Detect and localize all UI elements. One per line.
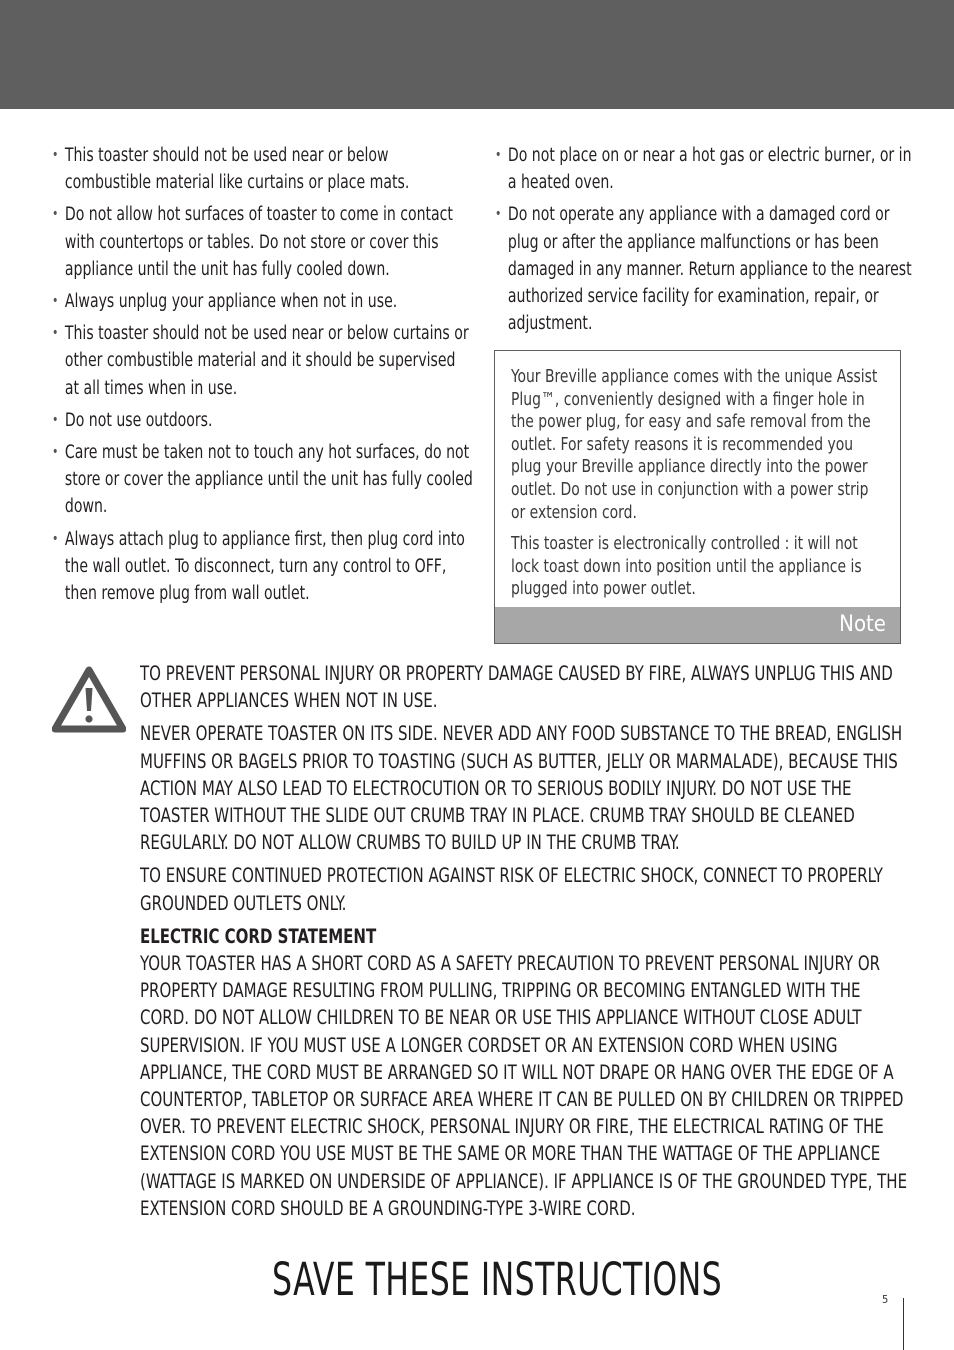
bullet-icon: •: [52, 444, 59, 461]
bullet-text: Do not allow hot surfaces of toaster to come in contact with countertops or tables. Do not store or cover this appliance until the unit has fully cooled down.: [64, 204, 453, 280]
bullet-icon: •: [495, 206, 502, 223]
warning-paragraph: TO ENSURE CONTINUED PROTECTION AGAINST RISK OF ELECTRIC SHOCK, CONNECT TO PROPERLY GROUNDED OUTLETS ONLY.: [140, 864, 883, 915]
right-bullet-list: [495, 142, 912, 337]
warning-triangle-icon: [52, 666, 126, 734]
bullet-icon: •: [52, 530, 59, 547]
bullet-text: Do not operate any appliance with a damaged cord or plug or after the appliance malfunctions or has been damaged in any manner. Return appliance to the nearest authorized service facility for examination, repair, or adjustment.: [507, 204, 912, 335]
bullet-text: Do not place on or near a hot gas or electric burner, or in a heated oven.: [507, 145, 912, 194]
save-instructions-heading: SAVE THESE INSTRUCTIONS: [272, 1253, 723, 1306]
note-label: Note: [495, 607, 900, 643]
right-column: [495, 142, 912, 342]
left-column: [52, 142, 473, 612]
header-band: [0, 0, 954, 109]
list-item: [52, 320, 474, 402]
list-item: [52, 526, 474, 608]
note-paragraph: This toaster is electronically controlled : it will not lock toast down into position until the appliance is plugged into power outlet.: [511, 534, 862, 600]
cord-statement-text: YOUR TOASTER HAS A SHORT CORD AS A SAFETY PRECAUTION TO PREVENT PERSONAL INJURY OR PROPERTY DAMAGE RESULTING FROM PULLING, TRIPPING OR BECOMING ENTANGLED WITH THE CORD. DO NOT ALLOW CHILDREN TO BE NEAR OR USE THIS APPLIANCE WITHOUT CLOSE ADULT SUPERVISION. IF YOU MUST USE A LONGER CORDSET OR AN EXTENSION CORD WHEN USING APPLIANCE, THE CORD MUST BE ARRANGED SO IT WILL NOT DRAPE OR HANG OVER THE EDGE OF A COUNTERTOP, TABLETOP OR SURFACE AREA WHERE IT CAN BE PULLED ON BY CHILDREN OR TRIPPED OVER. TO PREVENT ELECTRIC SHOCK, PERSONAL INJURY OR FIRE, THE ELECTRICAL RATING OF THE EXTENSION CORD YOU USE MUST BE THE SAME OR MORE THAN THE WATTAGE OF THE APPLIANCE (WATTAGE IS MARKED ON UNDERSIDE OF APPLIANCE). IF APPLIANCE IS OF THE GROUNDED TYPE, THE EXTENSION CORD SHOULD BE A GROUNDING-TYPE 3-WIRE CORD.: [140, 952, 908, 1220]
bullet-text: Care must be taken not to touch any hot surfaces, do not store or cover the appliance until the unit has fully cooled down.: [64, 442, 473, 518]
bullet-icon: •: [52, 325, 59, 342]
bullet-text: Do not use outdoors.: [64, 409, 213, 431]
list-item: [52, 439, 474, 521]
bullet-text: This toaster should not be used near or below curtains or other combustible material and it should be supervised at all times when in use.: [64, 323, 469, 399]
list-item: [52, 407, 474, 434]
list-item: [52, 288, 474, 315]
left-bullet-list: [52, 142, 473, 607]
bullet-text: Always attach plug to appliance first, then plug cord into the wall outlet. To disconnect, turn any control to OFF, then remove plug from wall outlet.: [64, 528, 465, 605]
note-paragraph: Your Breville appliance comes with the unique Assist Plug™, conveniently designed with a finger hole in the power plug, for easy and safe removal from the outlet. For safety reasons it is recommended you plug your Breville appliance directly into the power outlet. Do not use in conjunction with a power strip or extension cord.: [511, 367, 878, 523]
bullet-text: This toaster should not be used near or below combustible material like curtains or place mats.: [64, 145, 410, 194]
warning-paragraph: TO PREVENT PERSONAL INJURY OR PROPERTY DAMAGE CAUSED BY FIRE, ALWAYS UNPLUG THIS AND OTHER APPLIANCES WHEN NOT IN USE.: [140, 662, 893, 713]
bullet-icon: •: [52, 147, 59, 163]
bullet-icon: •: [52, 206, 59, 223]
cord-statement-title: ELECTRIC CORD STATEMENT: [140, 924, 377, 948]
warnings-section: [140, 660, 910, 1228]
bullet-icon: •: [52, 411, 59, 428]
note-box: [494, 350, 901, 644]
list-item: [52, 142, 474, 196]
note-body: [495, 351, 900, 601]
bullet-icon: •: [52, 293, 59, 310]
warning-paragraph: NEVER OPERATE TOASTER ON ITS SIDE. NEVER ADD ANY FOOD SUBSTANCE TO THE BREAD, ENGLISH MUFFINS OR BAGELS PRIOR TO TOASTING (SUCH AS BUTTER, JELLY OR MARMALADE), BECAUSE THIS ACTION MAY ALSO LEAD TO ELECTROCUTION OR TO SERIOUS BODILY INJURY. DO NOT USE THE TOASTER WITHOUT THE SLIDE OUT CRUMB TRAY IN PLACE. CRUMB TRAY SHOULD BE CLEANED REGULARLY. DO NOT ALLOW CRUMBS TO BUILD UP IN THE CRUMB TRAY.: [140, 722, 903, 855]
bullet-text: Always unplug your appliance when not in use.: [64, 291, 398, 313]
list-item: [495, 201, 917, 337]
page-number: 5: [882, 1293, 889, 1306]
bullet-icon: •: [495, 147, 502, 163]
list-item: [52, 201, 474, 283]
list-item: [495, 142, 917, 196]
page-number-rule: [903, 1298, 904, 1350]
